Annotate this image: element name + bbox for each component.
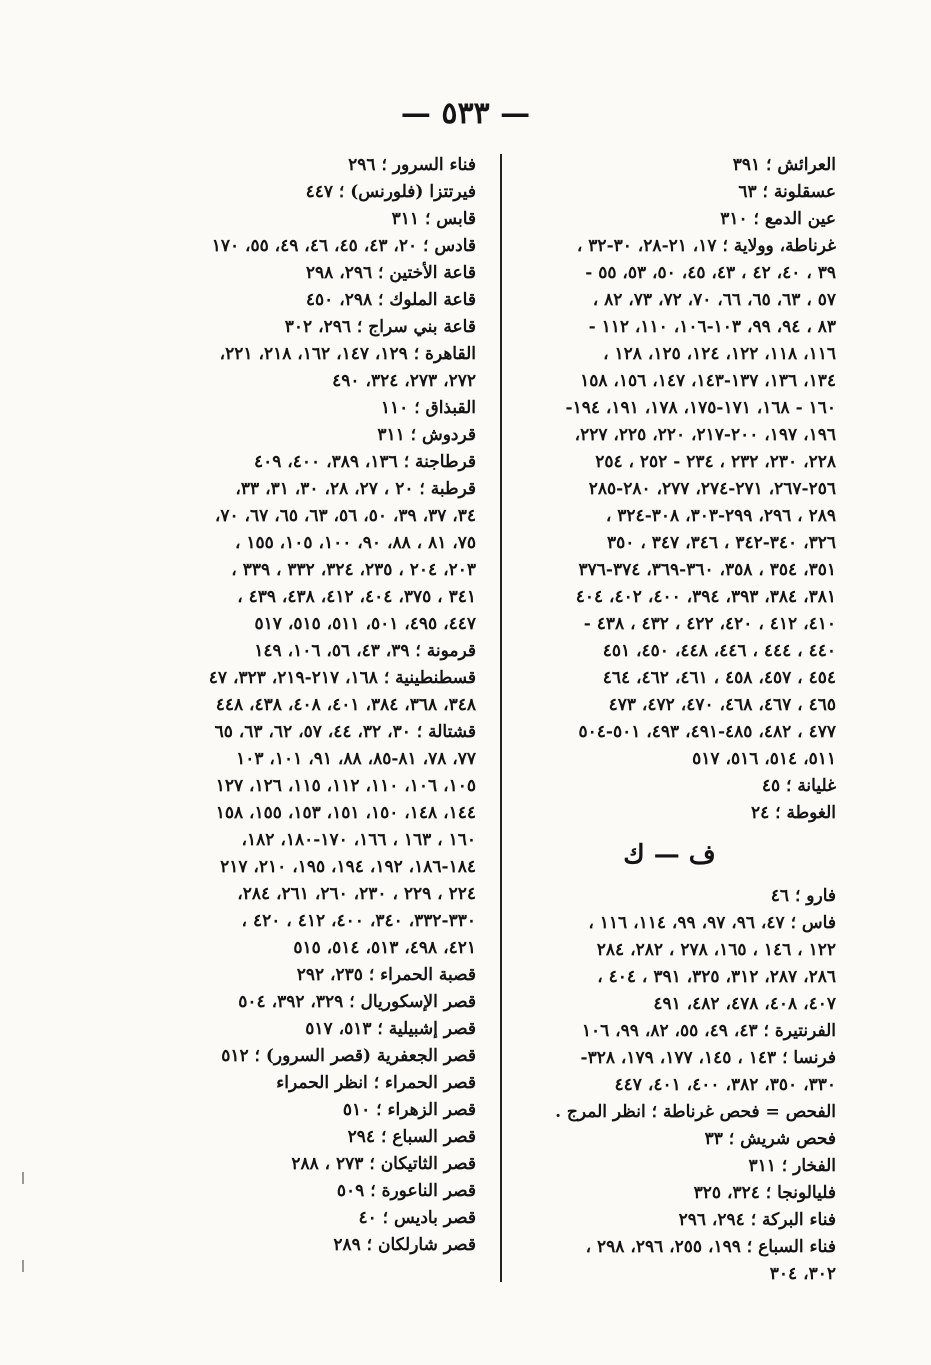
index-entry-line: ١٩٦، ١٩٧، ٢٠٠-٢١٧، ٢٢٠، ٢٢٥، ٢٢٧، bbox=[574, 425, 836, 445]
index-entry-line: ١٢٢ ، ١٤٦ ، ١٦٥، ٢٧٨ ، ٢٨٢، ٢٨٤ bbox=[596, 940, 836, 960]
index-entry-line: فيرتتزا (فلورنس) ؛ ٤٤٧ bbox=[305, 182, 476, 202]
index-entry-line: قاعة بني سراج ؛ ٢٩٦، ٣٠٢ bbox=[284, 317, 476, 337]
index-entry-line: قصر إشبيلية ؛ ٥١٣، ٥١٧ bbox=[305, 1019, 476, 1039]
index-entry-line: غليانة ؛ ٤٥ bbox=[761, 776, 836, 796]
index-entry-line: ٣٨١، ٣٨٤، ٣٩٣، ٣٩٤، ٤٠٠، ٤٠٢، ٤٠٤ bbox=[575, 587, 836, 607]
index-entry-line: ٨٣ ، ٩٤، ٩٩، ١٠٣-١٠٦، ١١٠، ١١٢ - bbox=[588, 317, 836, 337]
index-entry-line: قرطبة ؛ ٢٠ ، ٢٧، ٢٨، ٣٠، ٣١، ٣٣، bbox=[235, 479, 476, 499]
index-entry-line: ٥١١، ٥١٤، ٥١٦، ٥١٧ bbox=[692, 749, 836, 769]
index-column-right bbox=[503, 152, 836, 1288]
scan-mark bbox=[22, 1172, 24, 1184]
index-entry-line: ٤٤٧، ٤٩٥، ٥٠١، ٥١١، ٥١٥، ٥١٧ bbox=[254, 614, 476, 634]
index-entry-line: ٣٤٨، ٣٦٨، ٣٨٤، ٤٠١، ٤٠٨، ٤٣٨، ٤٤٨ bbox=[215, 695, 476, 715]
index-entry-line: ١٤٤، ١٤٨، ١٥٠، ١٥١، ١٥٣، ١٥٥، ١٥٨ bbox=[215, 803, 476, 823]
index-entry-line: قاعة الملوك ؛ ٢٩٨، ٤٥٠ bbox=[305, 290, 476, 310]
index-entry-line: ٤٥٤ ، ٤٥٧، ٤٥٨ ، ٤٦١، ٤٦٢، ٤٦٤ bbox=[602, 668, 836, 688]
index-entry-line: فاس ؛ ٤٧، ٩٦، ٩٧، ٩٩، ١١٤، ١١٦ ، bbox=[588, 913, 836, 933]
index-entry-line: ٤٦٥ ، ٤٦٧، ٤٦٨، ٤٧٠، ٤٧٢، ٤٧٣ bbox=[608, 695, 836, 715]
index-entry-line: ٢٥٦-٢٦٧، ٢٧١-٢٧٤، ٢٧٧، ٢٨٠-٢٨٥ bbox=[588, 479, 836, 499]
index-entry-line: قاعة الأختين ؛ ٢٩٦، ٢٩٨ bbox=[305, 263, 476, 283]
index-entries-group bbox=[503, 152, 836, 827]
index-entry-line: قصر باديس ؛ ٤٠ bbox=[358, 1208, 476, 1228]
index-entry-line: الفخار ؛ ٣١١ bbox=[748, 1156, 836, 1176]
index-entry-line: ١١٦، ١١٨، ١٢٢، ١٢٤، ١٢٥، ١٢٨ ، bbox=[603, 344, 836, 364]
index-entry-line: فارو ؛ ٤٦ bbox=[770, 886, 836, 906]
index-entry-line: ٧٧، ٧٨، ٨١-٨٥، ٨٨، ٩١، ١٠١، ١٠٣ bbox=[236, 749, 476, 769]
index-entry-line: ٢٢٨، ٢٣٠، ٢٣٢ ، ٢٣٤ - ٢٥٢ ، ٢٥٤ bbox=[595, 452, 836, 472]
index-entry-line: ٢٨٦، ٢٨٧، ٣١٢، ٣٢٥، ٣٩١ ، ٤٠٤ ، bbox=[597, 967, 836, 987]
index-entry-line: عين الدمع ؛ ٣١٠ bbox=[720, 209, 836, 229]
index-entry-line: ٢٨٩ ، ٢٩٦، ٢٩٩-٣٠٣، ٣٠٨-٣٢٤ ، bbox=[605, 506, 836, 526]
index-column-left bbox=[121, 152, 476, 1259]
index-entry-line: الفرنتيرة ؛ ٤٣، ٤٩، ٥٥، ٨٢، ٩٩، ١٠٦ bbox=[581, 1021, 836, 1041]
index-entry-line: الفحص = فحص غرناطة ؛ انظر المرج . bbox=[555, 1102, 836, 1122]
index-entry-line: غرناطة، وولاية ؛ ١٧، ٢١-٢٨، ٣٠-٣٢ ، bbox=[576, 236, 836, 256]
index-entry-line: ٣٣٠-٣٣٢، ٣٤٠، ٤٠٠، ٤١٢ ، ٤٢٠ ، bbox=[241, 911, 476, 931]
page-number: — ٥٣٣ — bbox=[400, 96, 531, 131]
index-entry-line: عسقلونة ؛ ٦٣ bbox=[738, 182, 836, 202]
index-entry-line: قصر الزهراء ؛ ٥١٠ bbox=[342, 1100, 476, 1120]
index-entry-line: قصر الناعورة ؛ ٥٠٩ bbox=[336, 1181, 476, 1201]
index-entry-line: قصر الجعفرية (قصر السرور) ؛ ٥١٢ bbox=[221, 1046, 476, 1066]
index-entry-line: ١٦٠ ، ١٦٣ ، ١٦٦، ١٧٠-١٨٠، ١٨٢، bbox=[241, 830, 476, 850]
index-entry-line: قصر شارلكان ؛ ٢٨٩ bbox=[333, 1235, 476, 1255]
index-entry-line: ٣٤، ٣٧، ٣٩، ٥٠، ٥٦، ٦٣، ٦٥، ٦٧، ٧٠، bbox=[214, 506, 476, 526]
index-entry-line: ١٦٠ - ١٦٨، ١٧١-١٧٥، ١٧٨، ١٩١، ١٩٤- bbox=[565, 398, 836, 418]
index-entry-line: ٧٥، ٨١ ، ٨٨، ٩٠، ١٠٠، ١٠٥، ١٥٥ ، bbox=[234, 533, 476, 553]
index-entry-line: ١٨٤-١٨٦، ١٩٢، ١٩٤، ١٩٥، ٢١٠، ٢١٧ bbox=[220, 857, 476, 877]
index-entry-line: العرائش ؛ ٣٩١ bbox=[732, 155, 836, 175]
scan-mark bbox=[22, 1260, 24, 1272]
index-entry-line: ١٠٥، ١٠٦، ١١٠، ١١٢، ١١٥، ١٢٦، ١٢٧ bbox=[215, 776, 476, 796]
index-entry-line: ٣٠٢، ٣٠٤ bbox=[769, 1264, 836, 1284]
index-entry-line: الغوطة ؛ ٢٤ bbox=[750, 803, 836, 823]
index-entry-line: قصر الثاتيكان ؛ ٢٧٣ ، ٢٨٨ bbox=[291, 1154, 476, 1174]
index-entry-line: ٢٢٤ ، ٢٢٩ ، ٢٣٠، ٢٦٠، ٢٦١، ٢٨٤، bbox=[237, 884, 476, 904]
index-entry-line: ٤٢١، ٤٩٨، ٥١٣، ٥١٤، ٥١٥ bbox=[293, 938, 476, 958]
index-entry-line: قصر السباع ؛ ٢٩٤ bbox=[347, 1127, 476, 1147]
index-entry-line: فليالونجا ؛ ٣٢٤، ٣٢٥ bbox=[693, 1183, 836, 1203]
index-entry-line: فناء البركة ؛ ٢٩٤، ٢٩٦ bbox=[678, 1210, 836, 1230]
index-entry-line: قردوش ؛ ٣١١ bbox=[377, 425, 476, 445]
index-entry-line: ٤١٠، ٤١٢ ، ٤٢٠، ٤٢٢ ، ٤٣٢ ، ٤٣٨ - bbox=[583, 614, 836, 634]
index-entry-line: ٣٢٦، ٣٤٠-٣٤٢ ، ٣٤٦، ٣٤٧ ، ٣٥٠ bbox=[607, 533, 836, 553]
index-entry-line: ٣٣٠، ٣٥٠، ٣٨٢، ٤٠٠، ٤٠١، ٤٤٧ bbox=[614, 1075, 836, 1095]
index-entry-line: ٤٠٧، ٤٠٨، ٤٧٨، ٤٨٢، ٤٩١ bbox=[653, 994, 836, 1014]
index-entry-line: ٤٤٠ ، ٤٤٤ ، ٤٤٦، ٤٤٨، ٤٥٠، ٤٥١ bbox=[602, 641, 836, 661]
index-entry-line: قصبة الحمراء ؛ ٢٣٥، ٢٩٢ bbox=[296, 965, 476, 985]
index-entry-line: ٥٧ ، ٦٣، ٦٥، ٦٦، ٧٠، ٧٢، ٧٣، ٨٢ ، bbox=[592, 290, 836, 310]
index-entry-line: فرنسا ؛ ١٤٣ ، ١٤٥، ١٧٧، ١٧٩، ٣٢٨- bbox=[580, 1048, 836, 1068]
index-entry-line: فناء السرور ؛ ٢٩٦ bbox=[348, 155, 476, 175]
index-entry-line: ٢٧٢، ٢٧٣، ٣٢٤، ٤٩٠ bbox=[332, 371, 476, 391]
index-entry-line: ٢٠٣، ٢٠٤ ، ٢٣٥، ٣٢٤، ٣٣٢ ، ٣٣٩ ، bbox=[231, 560, 476, 580]
index-entry-line: قابس ؛ ٣١١ bbox=[391, 209, 476, 229]
section-heading: ف — ك bbox=[623, 840, 716, 870]
index-entry-line: ٣٤١ ، ٣٧٥، ٤٠٤، ٤١٢، ٤٣٨، ٤٣٩ ، bbox=[237, 587, 476, 607]
index-entry-line: قشتالة ؛ ٣٠، ٣٢، ٤٤، ٥٧، ٦٢، ٦٣، ٦٥ bbox=[214, 722, 476, 742]
index-entry-line: قسطنطينية ؛ ١٦٨، ٢١٧-٢١٩، ٣٢٣، ٤٧ bbox=[208, 668, 476, 688]
index-entry-line: فحص شريش ؛ ٣٣ bbox=[704, 1129, 836, 1149]
index-entry-line: القبذاق ؛ ١١٠ bbox=[380, 398, 476, 418]
index-entry-line: ٣٩ ، ٤٠، ٤٢ ، ٤٣، ٤٥، ٥٠، ٥٣، ٥٥ - bbox=[585, 263, 836, 283]
index-entry-line: قادس ؛ ٢٠، ٤٣، ٤٥، ٤٦، ٤٩، ٥٥، ١٧٠ bbox=[211, 236, 476, 256]
column-divider bbox=[500, 154, 502, 1282]
index-entries-group bbox=[503, 883, 836, 1288]
index-entry-line: ٣٥١، ٣٥٤ ، ٣٥٨، ٣٦٠-٣٦٩، ٣٧٤-٣٧٦ bbox=[578, 560, 836, 580]
index-entry-line: القاهرة ؛ ١٢٩، ١٤٧، ١٦٢، ٢١٨، ٢٢١، bbox=[219, 344, 476, 364]
index-entry-line: قصر الإسكوريال ؛ ٣٢٩، ٣٩٢، ٥٠٤ bbox=[238, 992, 476, 1012]
index-entry-line: قصر الحمراء ؛ انظر الحمراء bbox=[276, 1073, 476, 1093]
index-entry-line: ٤٧٧ ، ٤٨٢، ٤٨٥-٤٩١، ٤٩٣، ٥٠١-٥٠٤ bbox=[578, 722, 836, 742]
index-entry-line: قرمونة ؛ ٣٩، ٤٣، ٥٦، ١٠٦، ١٤٩ bbox=[254, 641, 476, 661]
index-entry-line: ١٣٤، ١٣٦، ١٣٧-١٤٣، ١٤٧، ١٥٦، ١٥٨ bbox=[580, 371, 836, 391]
index-entry-line: فناء السباع ؛ ١٩٩، ٢٥٥، ٢٩٦، ٢٩٨ ، bbox=[585, 1237, 836, 1257]
index-entry-line: قرطاجنة ؛ ١٣٦، ٣٨٩، ٤٠٠، ٤٠٩ bbox=[253, 452, 476, 472]
